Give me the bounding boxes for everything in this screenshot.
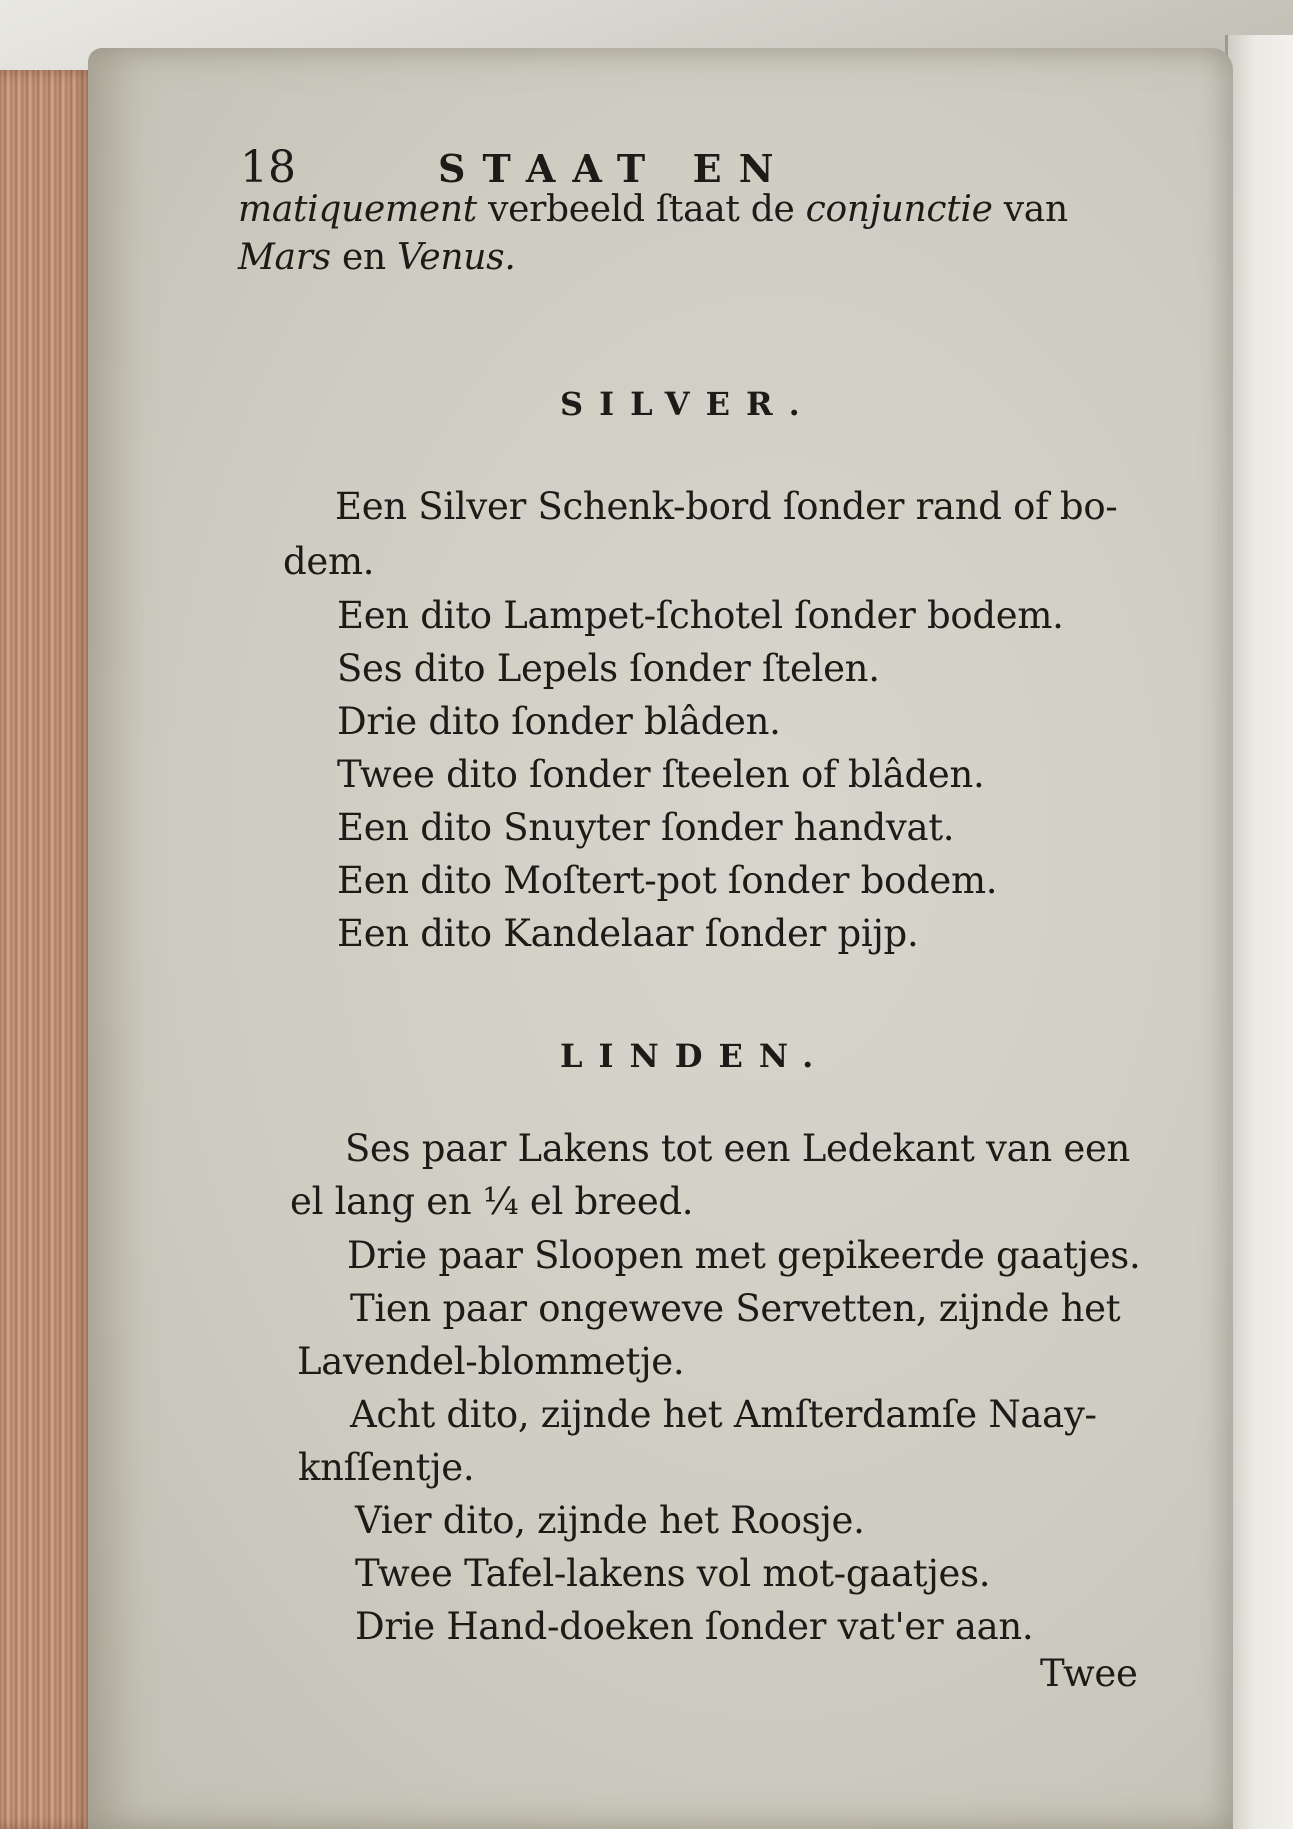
- intro-word-mars: Mars: [238, 237, 331, 278]
- silver-line-3: Een dito Lampet-ſchotel ſonder bodem.: [337, 594, 1064, 637]
- linden-line-6: Acht dito, zijnde het Amſterdamſe Naay-: [350, 1393, 1097, 1436]
- linden-line-2: el lang en ¼ el breed.: [290, 1180, 694, 1223]
- section-heading-linden: LINDEN.: [560, 1037, 830, 1075]
- silver-line-6: Twee dito ſonder ſteelen of blâden.: [337, 753, 985, 796]
- silver-line-4: Ses dito Lepels ſonder ſtelen.: [337, 647, 880, 690]
- linden-line-4: Tien paar ongeweve Servetten, zijnde het: [350, 1287, 1121, 1330]
- silver-line-2: dem.: [283, 540, 375, 583]
- section-heading-silver: SILVER.: [560, 385, 816, 423]
- silver-line-9: Een dito Kandelaar ſonder pijp.: [337, 912, 919, 955]
- intro-line-1: [238, 189, 1068, 230]
- linden-line-7: knſſentje.: [298, 1446, 475, 1489]
- linden-line-8: Vier dito, zijnde het Roosje.: [355, 1499, 865, 1542]
- silver-line-8: Een dito Moſtert-pot ſonder bodem.: [337, 859, 998, 902]
- linden-line-3: Drie paar Sloopen met gepikeerde gaatjes.: [347, 1234, 1141, 1277]
- silver-line-1: Een Silver Schenk-bord ſonder rand of bo-: [335, 485, 1118, 528]
- facing-page: [1225, 35, 1293, 1829]
- intro-text-2: en: [330, 237, 397, 278]
- intro-word-matiquement: matiquement: [238, 189, 477, 230]
- intro-word-venus: Venus.: [397, 237, 516, 278]
- linden-line-9: Twee Tafel-lakens vol mot-gaatjes.: [355, 1552, 991, 1595]
- page-edges: [0, 70, 95, 1829]
- linden-line-1: Ses paar Lakens tot een Ledekant van een: [345, 1127, 1131, 1170]
- intro-line-2: [238, 237, 516, 278]
- intro-text-end: van: [992, 189, 1068, 230]
- linden-line-10: Drie Hand-doeken ſonder vat'er aan.: [355, 1605, 1034, 1648]
- silver-line-5: Drie dito ſonder blâden.: [337, 700, 781, 743]
- intro-text: verbeeld ſtaat de: [476, 189, 806, 230]
- catchword: Twee: [1040, 1652, 1138, 1695]
- silver-line-7: Een dito Snuyter ſonder handvat.: [337, 806, 955, 849]
- linden-line-5: Lavendel-blommetje.: [297, 1340, 685, 1383]
- page-number: 18: [240, 142, 296, 193]
- running-title: STAAT EN: [438, 146, 791, 191]
- intro-word-conjunctie: conjunctie: [805, 189, 993, 230]
